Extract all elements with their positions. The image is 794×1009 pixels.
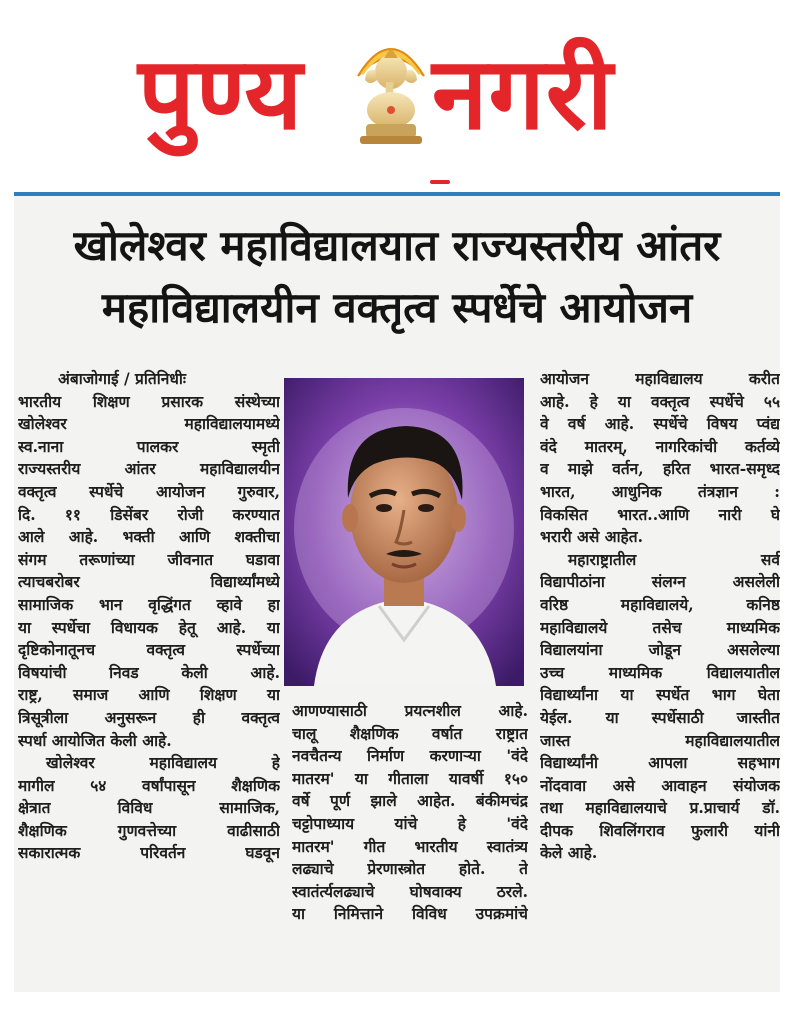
article-column-left <box>18 368 280 865</box>
article-line: वक्तृत्व स्पर्धेचे आयोजन गुरुवार, <box>18 481 280 501</box>
article-line: स्व.नाना पालकर स्मृती <box>18 436 280 456</box>
article-line: नवचैतन्य निर्माण करणाऱ्या 'वंदे <box>292 746 528 766</box>
article-line: व माझे वर्तन, हरित भारत-समृध्द <box>540 459 780 479</box>
article-line: राष्ट्र, समाज आणि शिक्षण या <box>18 685 280 705</box>
dateline: अंबाजोगाई / प्रतिनिधीः <box>58 369 186 388</box>
article-line: मातरम' या गीताला यावर्षी १५० <box>292 768 528 788</box>
article-line: वंदे मातरम्, नागरिकांची कर्तव्ये <box>540 436 780 456</box>
article-line: विषयांची निवड केली आहे. <box>18 662 280 682</box>
article-line: सकारात्मक परिवर्तन घडवून <box>18 843 280 863</box>
article-line: येईल. या स्पर्धेसाठी जास्तीत <box>540 707 780 727</box>
article-line: दीपक शिवलिंगराव फुलारी यांनी <box>540 820 780 840</box>
article-line: स्वातंर्त्यलढ्याचे घोषवाक्य ठरले. <box>292 881 528 901</box>
article-line: त्याचबरोबर विद्यार्थ्यांमध्ये <box>18 572 280 592</box>
article-line: नोंदवावा असे आवाहन संयोजक <box>540 775 780 795</box>
article-line: केले आहे. <box>540 843 598 863</box>
article-line: सामाजिक भान वृद्धिंगत व्हावे हा <box>18 594 280 614</box>
article-line: आहे. हे या वक्तृत्व स्पर्धेचे ५५ <box>540 391 780 411</box>
article-line: आले आहे. भक्ती आणि शक्तीचा <box>18 527 280 547</box>
article-line: संगम तरूणांच्या जीवनात घडावा <box>18 549 280 569</box>
masthead-title-left: पुण्य <box>138 35 304 152</box>
clipping-top-rule <box>14 192 780 196</box>
article-line: मागील ५४ वर्षांपासून शैक्षणिक <box>18 775 280 795</box>
article-line: क्षेत्रात विविध सामाजिक, <box>18 798 280 818</box>
article-line: विकसित भारत..आणि नारी घे <box>540 504 780 524</box>
article-line: चट्टोपाध्याय यांचे हे 'वंदे <box>292 813 528 833</box>
article-line: वरिष्ठ महाविद्यालये, कनिष्ठ <box>540 594 780 614</box>
article-line: या स्पर्धेचा विधायक हेतू आहे. या <box>18 617 280 637</box>
article-line: स्पर्धा आयोजित केली आहे. <box>18 730 172 750</box>
article-line: त्रिसूत्रीला अनुसरून ही वक्तृत्व <box>18 707 280 727</box>
article-line: विद्यार्थ्यांना या स्पर्धेत भाग घेता <box>540 685 780 705</box>
article-line: आयोजन महाविद्यालय करीत <box>540 369 780 388</box>
article-line: खोलेश्वर महाविद्यालयामध्ये <box>18 414 280 434</box>
newspaper-masthead <box>0 0 794 178</box>
article-line: लढ्याचे प्रेरणास्त्रोत होते. ते <box>292 859 528 879</box>
article-line: विद्यापीठांना संलग्न असलेली <box>540 572 780 592</box>
article-line: शैक्षणिक गुणवत्तेच्या वाढीसाठी <box>18 820 280 840</box>
article-line: महाविद्यालये तसेच माध्यमिक <box>540 617 780 637</box>
article-line: भरारी असे आहेत. <box>540 527 644 547</box>
article-line: वे वर्ष आहे. स्पर्धेचे विषय प्वंद्य <box>540 414 780 434</box>
article-line: जास्त महाविद्यालयातील <box>540 730 780 750</box>
article-line: महाराष्ट्रातील सर्व <box>568 549 780 569</box>
article-line: उच्च माध्यमिक विद्यालयातील <box>540 662 780 682</box>
article-column-right <box>540 368 780 865</box>
article-line: भारतीय शिक्षण प्रसारक संस्थेच्या <box>18 391 280 411</box>
article-line: खोलेश्वर महाविद्यालय हे <box>46 753 280 773</box>
article-line: चालू शैक्षणिक वर्षात राष्ट्रात <box>292 723 528 743</box>
article-line: आणण्यासाठी प्रयत्नशील आहे. <box>292 701 528 720</box>
headline-line-1: खोलेश्वर महाविद्यालयात राज्यस्तरीय आंतर <box>73 221 721 270</box>
article-column-middle <box>292 700 528 926</box>
portrait-illustration <box>284 378 524 686</box>
masthead-accent-rule <box>430 180 450 184</box>
article-line: वर्षे पूर्ण झाले आहेत. बंकीमचंद्र <box>292 791 528 811</box>
article-line: भारत, आधुनिक तंत्रज्ञान : <box>540 481 780 501</box>
article-line: मातरम' गीत भारतीय स्वातंत्र्य <box>292 836 528 856</box>
article-line: तथा महाविद्यालयाचे प्र.प्राचार्य डॉ. <box>540 798 780 818</box>
article-line: विद्यार्थ्यांनी आपला सहभाग <box>540 753 780 773</box>
article-line: या निमित्ताने विविध उपक्रमांचे <box>292 904 528 924</box>
article-line: विद्यालयांना जोडून असलेल्या <box>540 640 780 660</box>
portrait-photo-icon <box>284 378 524 686</box>
article-line: राज्यस्तरीय आंतर महाविद्यालयीन <box>18 459 280 479</box>
article-line: दि. ११ डिसेंबर रोजी करण्यात <box>18 504 280 524</box>
article-line: दृष्टिकोनातूनच वक्तृत्व स्पर्धेच्या <box>18 640 280 660</box>
headline-line-2: महाविद्यालयीन वक्तृत्व स्पर्धेचे आयोजन <box>101 283 693 332</box>
ganesha-idol-icon <box>348 28 434 148</box>
masthead-title-right: नगरी <box>432 35 614 152</box>
